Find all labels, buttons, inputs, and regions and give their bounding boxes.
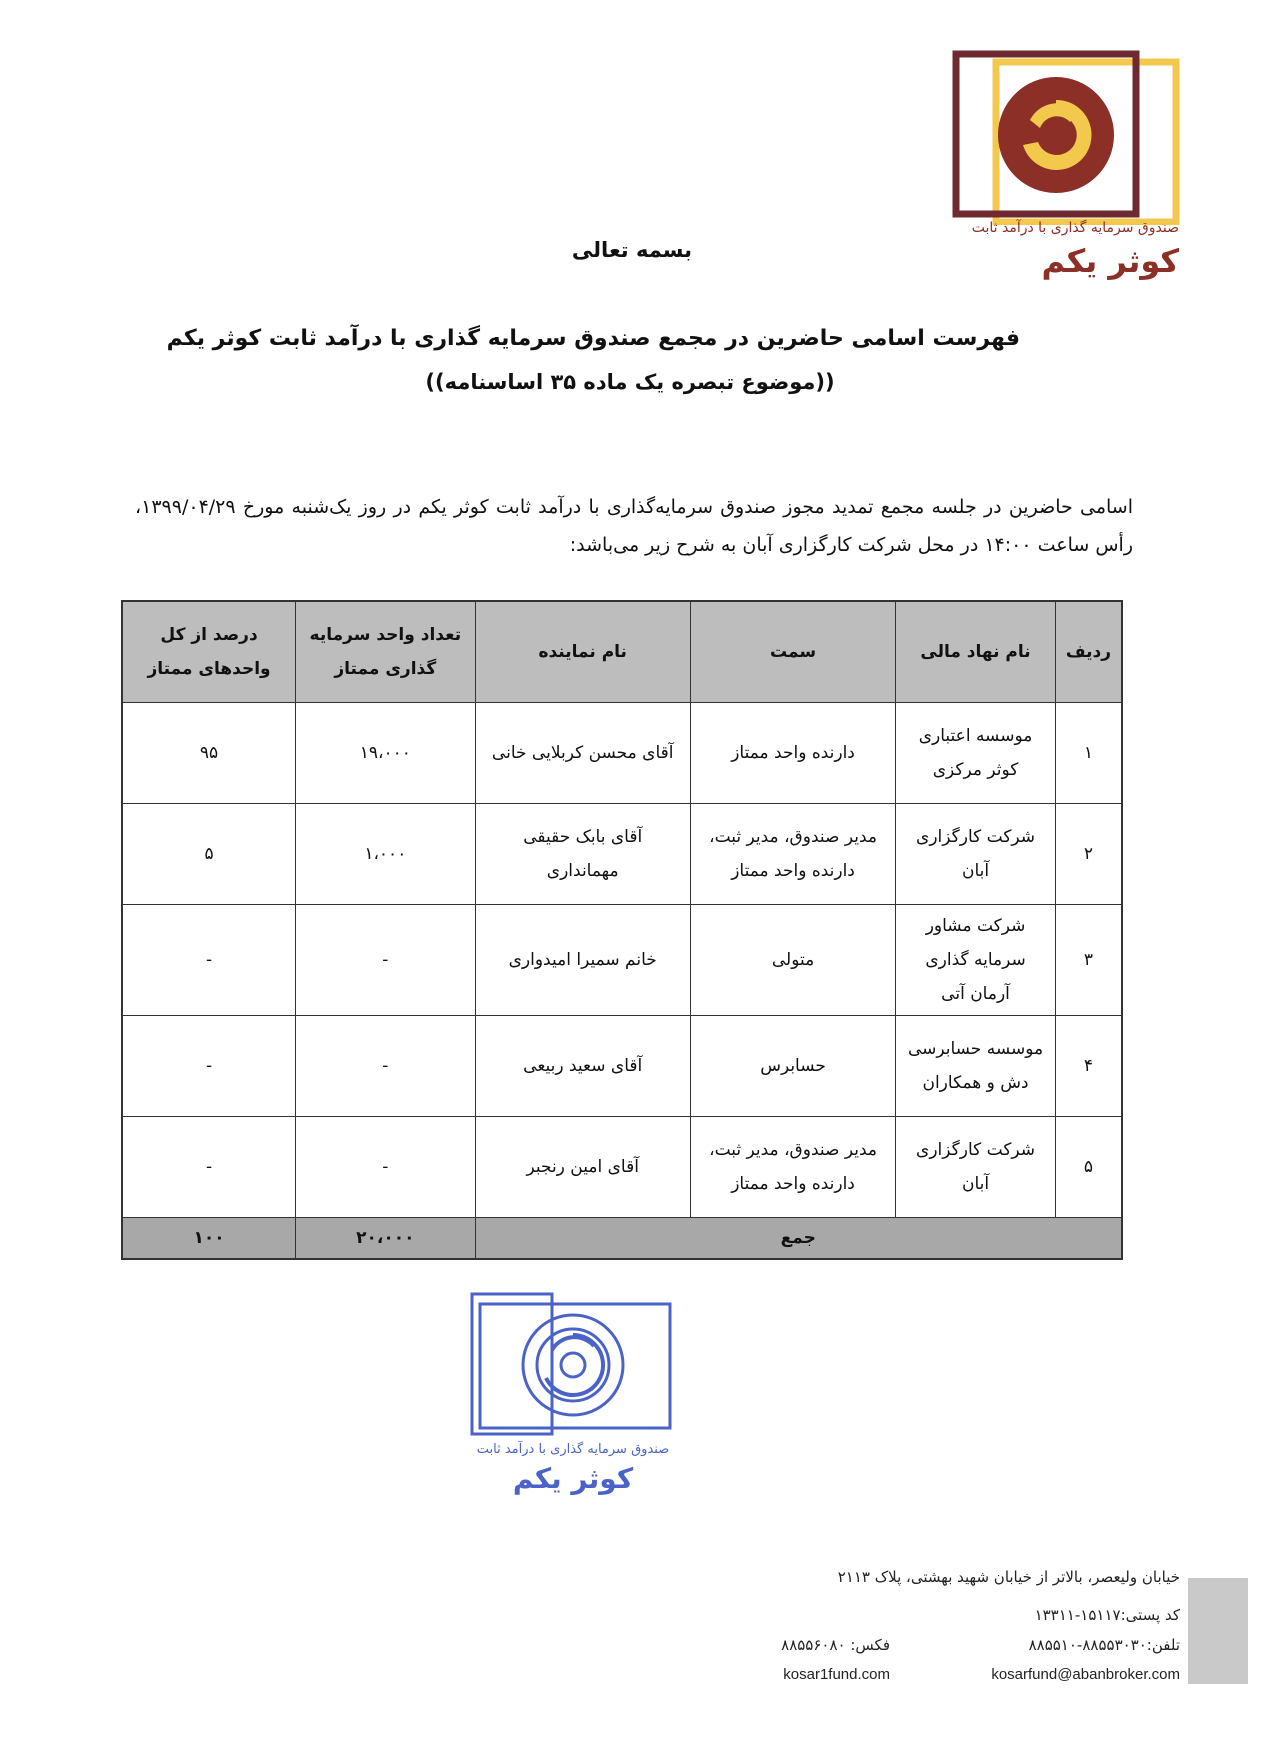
cell-institution: موسسه حسابرسی دش و همکاران — [896, 1016, 1056, 1117]
cell-units: - — [296, 1016, 475, 1117]
cell-percent: - — [122, 905, 296, 1016]
table-total-row — [122, 1218, 1122, 1260]
logo-name: کوثر یکم — [1041, 242, 1179, 280]
cell-row-number: ۱ — [1055, 703, 1122, 804]
table-row — [122, 703, 1122, 804]
cell-units: ۱۹،۰۰۰ — [296, 703, 475, 804]
basmala-heading: بسمه تعالی — [571, 238, 693, 262]
table-row — [122, 1117, 1122, 1218]
footer-gray-bar — [1188, 1578, 1248, 1684]
cell-representative: آقای بابک حقیقی مهمانداری — [475, 804, 690, 905]
cell-representative: آقای امین رنجبر — [475, 1117, 690, 1218]
header-units: تعداد واحد سرمایه گذاری ممتاز — [296, 601, 475, 703]
cell-percent: ۵ — [122, 804, 296, 905]
total-units: ۲۰،۰۰۰ — [296, 1218, 475, 1260]
cell-role: مدیر صندوق، مدیر ثبت، دارنده واحد ممتاز — [690, 1117, 895, 1218]
footer-email[interactable]: kosarfund@abanbroker.com — [991, 1666, 1180, 1683]
cell-row-number: ۳ — [1055, 905, 1122, 1016]
attendees-table — [121, 600, 1123, 1260]
header-percent: درصد از کل واحدهای ممتاز — [122, 601, 296, 703]
cell-units: - — [296, 1117, 475, 1218]
cell-row-number: ۲ — [1055, 804, 1122, 905]
total-label: جمع — [475, 1218, 1122, 1260]
header-institution: نام نهاد مالی — [896, 601, 1056, 703]
header-representative: نام نماینده — [475, 601, 690, 703]
footer-phone: تلفن:۸۸۵۵۳۰۳۰-۸۸۵۵۱۰ — [1028, 1636, 1180, 1654]
footer-postal-code: کد پستی:۱۵۱۱۷-۱۳۳۱۱ — [1034, 1606, 1180, 1624]
cell-role: مدیر صندوق، مدیر ثبت، دارنده واحد ممتاز — [690, 804, 895, 905]
cell-percent: ۹۵ — [122, 703, 296, 804]
cell-percent: - — [122, 1117, 296, 1218]
cell-representative: آقای محسن کربلایی خانی — [475, 703, 690, 804]
cell-row-number: ۴ — [1055, 1016, 1122, 1117]
logo-stamp — [468, 1290, 688, 1500]
fund-stamp-icon — [468, 1290, 688, 1440]
cell-percent: - — [122, 1016, 296, 1117]
cell-units: - — [296, 905, 475, 1016]
table-row — [122, 1016, 1122, 1117]
cell-role: دارنده واحد ممتاز — [690, 703, 895, 804]
cell-representative: آقای سعید ربیعی — [475, 1016, 690, 1117]
footer-address: خیابان ولیعصر، بالاتر از خیابان شهید بهشتی، پلاک ۲۱۱۳ — [837, 1568, 1180, 1586]
cell-institution: شرکت مشاور سرمایه گذاری آرمان آتی — [896, 905, 1056, 1016]
cell-role: متولی — [690, 905, 895, 1016]
header-role: سمت — [690, 601, 895, 703]
cell-representative: خانم سمیرا امیدواری — [475, 905, 690, 1016]
header-row-number: ردیف — [1055, 601, 1122, 703]
table-row — [122, 905, 1122, 1016]
table-row — [122, 804, 1122, 905]
cell-role: حسابرس — [690, 1016, 895, 1117]
cell-row-number: ۵ — [1055, 1117, 1122, 1218]
intro-paragraph: اسامی حاضرین در جلسه مجمع تمدید مجوز صندوق سرمایه‌گذاری با درآمد ثابت کوثر یکم در روز یک‌شنبه مورخ ۱۳۹۹/۰۴/۲۹، رأس ساعت ۱۴:۰۰ در محل شرکت کارگزاری آبان به شرح زیر می‌باشد: — [135, 496, 1133, 556]
fund-emblem-icon — [948, 50, 1184, 225]
cell-institution: موسسه اعتباری کوثر مرکزی — [896, 703, 1056, 804]
logo-subtitle: صندوق سرمایه گذاری با درآمد ثابت — [971, 220, 1179, 236]
footer-website[interactable]: kosar1fund.com — [783, 1666, 890, 1683]
document-title: فهرست اسامی حاضرین در مجمع صندوق سرمایه گذاری با درآمد ثابت کوثر یکم — [166, 326, 1020, 351]
stamp-name: کوثر یکم — [512, 1462, 634, 1495]
cell-institution: شرکت کارگزاری آبان — [896, 804, 1056, 905]
footer-fax: فکس: ۸۸۵۵۶۰۸۰ — [781, 1636, 890, 1654]
table-header-row — [122, 601, 1122, 703]
stamp-subtitle: صندوق سرمایه گذاری با درآمد ثابت — [476, 1442, 670, 1457]
total-percent: ۱۰۰ — [122, 1218, 296, 1260]
document-subtitle: ((موضوع تبصره یک ماده ۳۵ اساسنامه)) — [425, 370, 835, 394]
cell-institution: شرکت کارگزاری آبان — [896, 1117, 1056, 1218]
cell-units: ۱،۰۰۰ — [296, 804, 475, 905]
